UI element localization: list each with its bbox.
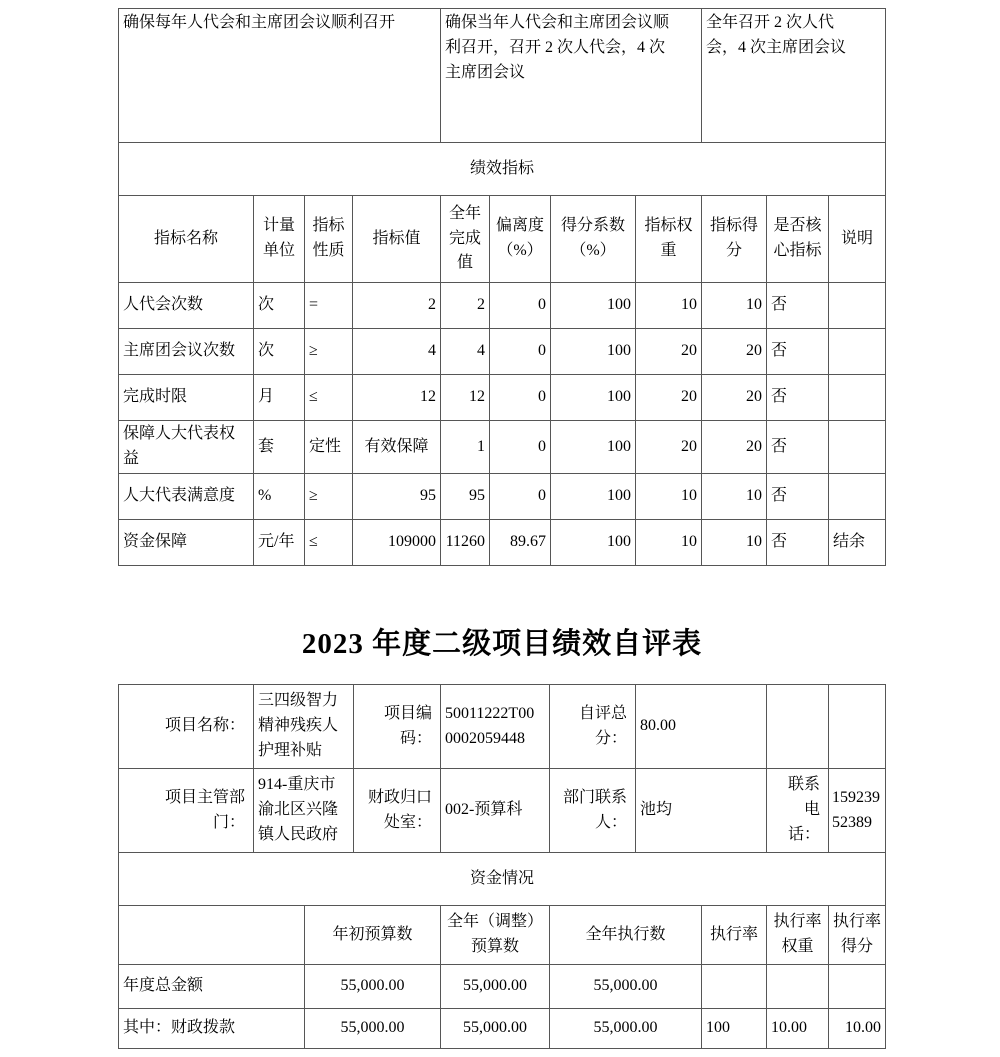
cell-score-coefficient: 100: [551, 474, 636, 520]
execution-rate-weight-value: 10.00: [767, 1009, 829, 1049]
department-value: 914-重庆市渝北区兴隆镇人民政府: [254, 769, 354, 853]
section-header-row: [119, 143, 886, 196]
initial-budget-value: 55,000.00: [305, 1009, 441, 1049]
indicator-row: [119, 421, 886, 474]
execution-rate-score-value: 10.00: [829, 1009, 886, 1049]
cell-core-indicator: 否: [767, 375, 829, 421]
cell-score-coefficient: 100: [551, 283, 636, 329]
cell-score-coefficient: 100: [551, 421, 636, 474]
cell-target-value: 95: [353, 474, 441, 520]
cell-completed-value: 2: [441, 283, 490, 329]
cell-remark: [829, 421, 886, 474]
initial-budget-value: 55,000.00: [305, 965, 441, 1009]
cell-indicator-name: 完成时限: [119, 375, 254, 421]
project-name-value: 三四级智力精神残疾人护理补贴: [254, 685, 354, 769]
cell-score: 10: [702, 520, 767, 566]
funds-row-label: 年度总金额: [119, 965, 305, 1009]
department-info-row: [119, 769, 886, 853]
empty-cell: [829, 685, 886, 769]
project-code-value: 50011222T000002059448: [441, 685, 550, 769]
cell-score: 20: [702, 329, 767, 375]
cell-unit: 元/年: [254, 520, 305, 566]
funds-section-title: 资金情况: [119, 853, 886, 906]
cell-unit: %: [254, 474, 305, 520]
indicator-row: [119, 329, 886, 375]
cell-weight: 20: [636, 375, 702, 421]
cell-deviation: 0: [490, 375, 551, 421]
funds-section-row: [119, 853, 886, 906]
cell-weight: 10: [636, 474, 702, 520]
cell-target-value: 12: [353, 375, 441, 421]
header-nature: 指标性质: [305, 196, 353, 283]
cell-unit: 次: [254, 283, 305, 329]
finance-office-label: 财政归口处室：: [354, 769, 441, 853]
cell-indicator-name: 人大代表满意度: [119, 474, 254, 520]
project-info-row: [119, 685, 886, 769]
funds-row-label: 其中：财政拨款: [119, 1009, 305, 1049]
cell-nature: =: [305, 283, 353, 329]
cell-nature: 定性: [305, 421, 353, 474]
cell-weight: 10: [636, 283, 702, 329]
cell-indicator-name: 人代会次数: [119, 283, 254, 329]
cell-nature: ≥: [305, 474, 353, 520]
header-execution-rate-weight: 执行率权重: [767, 906, 829, 965]
header-annual-execution: 全年执行数: [550, 906, 702, 965]
header-adjusted-budget: 全年（调整）预算数: [441, 906, 550, 965]
self-score-value: 80.00: [636, 685, 767, 769]
document-content: [118, 8, 888, 1049]
funds-total-row: [119, 965, 886, 1009]
execution-rate-value: [702, 965, 767, 1009]
annual-execution-value: 55,000.00: [550, 965, 702, 1009]
cell-weight: 20: [636, 329, 702, 375]
header-core-indicator: 是否核心指标: [767, 196, 829, 283]
adjusted-budget-value: 55,000.00: [441, 965, 550, 1009]
cell-deviation: 0: [490, 421, 551, 474]
header-score: 指标得分: [702, 196, 767, 283]
cell-completed-value: 4: [441, 329, 490, 375]
cell-score: 10: [702, 474, 767, 520]
cell-weight: 10: [636, 520, 702, 566]
header-remark: 说明: [829, 196, 886, 283]
cell-weight: 20: [636, 421, 702, 474]
cell-remark: [829, 474, 886, 520]
cell-unit: 套: [254, 421, 305, 474]
project-code-label: 项目编码：: [354, 685, 441, 769]
funds-fiscal-row: [119, 1009, 886, 1049]
cell-nature: ≤: [305, 375, 353, 421]
header-target-value: 指标值: [353, 196, 441, 283]
contact-person-value: 池均: [636, 769, 767, 853]
execution-rate-score-value: [829, 965, 886, 1009]
cell-completed-value: 11260: [441, 520, 490, 566]
indicator-row: [119, 375, 886, 421]
indicator-row: [119, 283, 886, 329]
cell-core-indicator: 否: [767, 329, 829, 375]
cell-indicator-name: 资金保障: [119, 520, 254, 566]
self-score-label: 自评总分：: [550, 685, 636, 769]
header-indicator-name: 指标名称: [119, 196, 254, 283]
finance-office-value: 002-预算科: [441, 769, 550, 853]
self-evaluation-table: [118, 684, 886, 1049]
annual-goal-cell: 确保每年人代会和主席团会议顺利召开: [119, 9, 441, 143]
adjusted-budget-value: 55,000.00: [441, 1009, 550, 1049]
cell-deviation: 0: [490, 283, 551, 329]
cell-indicator-name: 保障人大代表权益: [119, 421, 254, 474]
project-name-label: 项目名称：: [119, 685, 254, 769]
cell-score-coefficient: 100: [551, 329, 636, 375]
yearly-goal-cell: 确保当年人代会和主席团会议顺利召开，召开 2 次人代会，4 次主席团会议: [441, 9, 702, 143]
cell-nature: ≤: [305, 520, 353, 566]
empty-cell: [767, 685, 829, 769]
annual-execution-value: 55,000.00: [550, 1009, 702, 1049]
funds-header-row: [119, 906, 886, 965]
cell-unit: 月: [254, 375, 305, 421]
contact-phone-value: 15923952389: [829, 769, 886, 853]
cell-core-indicator: 否: [767, 474, 829, 520]
cell-remark: [829, 283, 886, 329]
cell-score: 20: [702, 375, 767, 421]
cell-core-indicator: 否: [767, 421, 829, 474]
cell-score-coefficient: 100: [551, 375, 636, 421]
header-weight: 指标权重: [636, 196, 702, 283]
execution-rate-value: 100: [702, 1009, 767, 1049]
cell-remark: [829, 375, 886, 421]
performance-section-title: 绩效指标: [119, 143, 886, 196]
contact-person-label: 部门联系人：: [550, 769, 636, 853]
cell-remark: 结余: [829, 520, 886, 566]
department-label: 项目主管部门：: [119, 769, 254, 853]
header-deviation: 偏离度（%）: [490, 196, 551, 283]
page-title: 2023 年度二级项目绩效自评表: [301, 628, 703, 660]
yearly-result-cell: 全年召开 2 次人代会，4 次主席团会议: [702, 9, 886, 143]
indicator-row: [119, 520, 886, 566]
cell-score: 10: [702, 283, 767, 329]
cell-core-indicator: 否: [767, 520, 829, 566]
goal-row: [119, 9, 886, 143]
cell-deviation: 0: [490, 329, 551, 375]
cell-remark: [829, 329, 886, 375]
cell-completed-value: 95: [441, 474, 490, 520]
header-unit: 计量单位: [254, 196, 305, 283]
cell-score-coefficient: 100: [551, 520, 636, 566]
indicator-header-row: [119, 196, 886, 283]
cell-core-indicator: 否: [767, 283, 829, 329]
cell-score: 20: [702, 421, 767, 474]
cell-target-value: 有效保障: [353, 421, 441, 474]
execution-rate-weight-value: [767, 965, 829, 1009]
cell-nature: ≥: [305, 329, 353, 375]
contact-phone-label: 联系电话：: [767, 769, 829, 853]
cell-target-value: 109000: [353, 520, 441, 566]
cell-completed-value: 1: [441, 421, 490, 474]
cell-target-value: 4: [353, 329, 441, 375]
header-execution-rate: 执行率: [702, 906, 767, 965]
header-score-coefficient: 得分系数（%）: [551, 196, 636, 283]
cell-completed-value: 12: [441, 375, 490, 421]
cell-deviation: 89.67: [490, 520, 551, 566]
header-initial-budget: 年初预算数: [305, 906, 441, 965]
cell-deviation: 0: [490, 474, 551, 520]
performance-indicator-table: [118, 8, 886, 566]
funds-header-blank: [119, 906, 305, 965]
indicator-row: [119, 474, 886, 520]
cell-target-value: 2: [353, 283, 441, 329]
cell-unit: 次: [254, 329, 305, 375]
cell-indicator-name: 主席团会议次数: [119, 329, 254, 375]
header-execution-rate-score: 执行率得分: [829, 906, 886, 965]
header-completed-value: 全年完成值: [441, 196, 490, 283]
